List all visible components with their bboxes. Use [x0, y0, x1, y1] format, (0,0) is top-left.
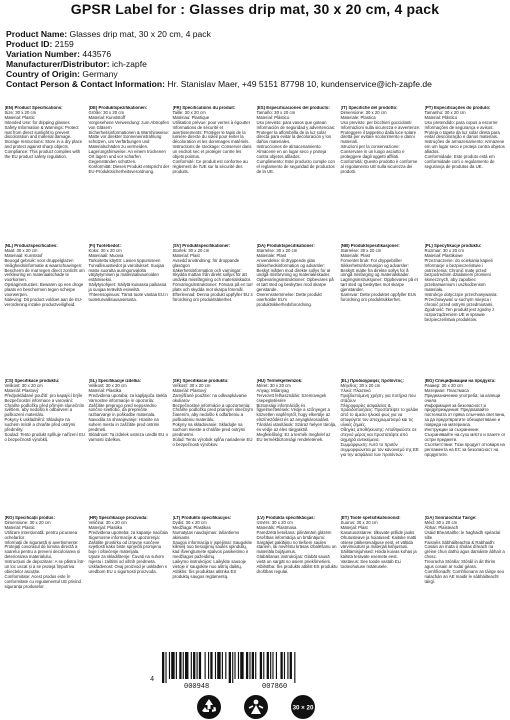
section-line: Информация за безопасност и предупреждения: Предпазвайте постелката от пряка слънчева светлина, за да предотвратите обезцветяване и повреда на материала. [424, 402, 506, 428]
section-heading: (SV) Produktspecifikationer: [172, 244, 231, 248]
section-line: Anvendelse: til dryppende glas [256, 257, 316, 263]
section-heading: (BG) Спецификации на продукта: [424, 379, 496, 383]
section-line: Cumplimiento: Este producto cumple con el reglamento de seguridad de productos de la UE. [256, 158, 335, 174]
compliance-icons [196, 694, 316, 720]
section-line: Przeznaczenie: do ociekania kapieli [424, 257, 493, 263]
section-line: Velikost: 30 x 20 cm [4, 382, 43, 388]
section-line: Varnostne informacije in opozorila: Zaščitite preprogo pred neposredno sončno svetlobo, da preprečite razbarvanje in poškodbe materiala. [88, 397, 157, 418]
language-section [339, 106, 423, 236]
section-line: Uso previsto: per bicchieri gocciolanti [340, 119, 412, 125]
section-band [3, 516, 507, 650]
section-heading: (NB) Produktspesifikasjoner: [340, 244, 400, 248]
section-line: Предназначение употреба: за капещи очила [424, 392, 501, 403]
section-line: Størrelse: 30 x 20 cm [340, 247, 382, 253]
section-line: Sicherheitsinformationen & Warnhinweise: Matte vor direkter Sonneneinstrahlung schützen, um Verfärbungen und Materialschäden zu vermeiden. [88, 129, 170, 150]
size-icon-label: 30 × 20 [292, 704, 314, 712]
section-line: Προβλεπόμενη χρήση: για ποτήρια που στάζουν [340, 392, 416, 403]
section-line: Materiál: Plastový [4, 387, 39, 393]
recycle-icon [196, 694, 222, 720]
section-line: Pokyny k uskladnění: Skladujte na suchém místě a chraňte před ostrými předměty. [4, 417, 76, 433]
meta-value: 443576 [82, 49, 112, 59]
section-line: Informacje o bezpieczeństwie i ostrzeżenia: Chronić matę przed bezpośrednim działaniem promieni słonecznych, aby zapobiec przebarwieniom i uszkodzeniom materiału. [424, 262, 491, 293]
section-line: Kasutusotstarve: tilkuvate prillide jaoks [340, 529, 415, 535]
meta-row-manufacturer [6, 59, 506, 69]
section-line: Materiale: Plastica [340, 114, 376, 120]
section-line: Informazioni sulla sicurezza e avvertenze: Proteggere il tappetino dalla luce solare diretta per evitare scolorimento e danni materiali. [340, 124, 421, 145]
section-heading: (SL) Specifikacije izdelka: [88, 379, 142, 383]
section-heading: (ET) Toote spetsifikatsioonid: [340, 516, 401, 520]
language-section [3, 106, 87, 236]
section-line: Saugos informacija ir įspėjimai: Saugokite kilimėlį nuo tiesioginių saulės spindulių, kad išvengtumėte spalvos pasikeitimo ir medžiagos pažeidimų. [172, 539, 253, 560]
section-line: Storage Instructions: Store in a dry place and protect against sharp objects. [4, 139, 83, 150]
barcode-right-digits: 007860 [262, 683, 288, 691]
section-line: Conformitate: Acest produs este în conformitate cu regulamentul UE privind siguranța produselor. [4, 573, 81, 589]
section-heading: (HR) Specifikacije proizvoda: [88, 516, 148, 520]
section-line: Vorgesehene Verwendung: zum Abtropfen von Gläsern [88, 119, 170, 130]
section-line: Lagringsinstruksjoner: Oppbevares på et tørt sted og beskyttes mot skarpe gjenstander. [340, 277, 418, 293]
language-section [423, 244, 507, 374]
section-line: Tamaño: 30 x 20 cm [256, 109, 296, 115]
label-title: GPSR Label for : Glasses drip mat, 30 x 20 cm, 4 pack [70, 1, 440, 17]
section-line: Koko: 30 x 20 cm [88, 247, 122, 253]
section-line: Informations de sécurité et avertissements: Protéger le tapis de la lumière directe du soleil pour éviter la décoloration et les dommages matériels. [172, 124, 250, 145]
section-line: Súlad: Tento výrobok spĺňa nariadenie EÚ o bezpečnosti výrobkov. [172, 436, 253, 447]
section-heading: (SK) Špecifikácie produktu: [172, 379, 229, 383]
section-line: Размер: 30 x 20 cm [424, 382, 463, 388]
section-line: Numatytas naudojimas: lašantiems akiniams [172, 529, 240, 540]
section-line: Инструкции за съхранение: Съхранявайте на сухо място и пазете от остри предмети. [424, 427, 506, 442]
section-line: Biztonsági információk és figyelmeztetések: Védje a szőnyeget a közvetlen napfénytől, hogy elkerülje az elszíneződést és az anyagkárosodást. [256, 402, 331, 423]
section-line: Instrucțiuni de depozitare: A se păstra într-un loc uscat și a se proteja împotriva obiectelor ascuțite. [4, 559, 85, 574]
section-line: Navodila za shranjevanje: Hranite na suhem mestu in zaščitite pred ostrimi predmeti. [88, 417, 160, 433]
section-line: Tarkoitettu käyttö: Lasien tippumiseen [88, 257, 161, 263]
section-line: Materiał: Plastikowe [424, 252, 463, 258]
language-section [3, 379, 87, 509]
section-line: Material: Plastic [4, 114, 35, 120]
meta-key: Contact Person & Contact Information: [6, 79, 165, 89]
section-line: Sigurnosne informacije & upozorenja: Zaštitite prostirku od izravne sunčeve svjetlosti kako biste spriječili promjenu boje i oštećenje materijala. [88, 534, 162, 555]
section-line: Instrukcje dotyczące przechowywania: Przechowywać w suchym miejscu i chronić przed ostrymi przedmiotami. [424, 292, 498, 307]
section-line: Yhteensopivuus: Tämä tuote vastaa EU:n tuoteturvallisuusasetusta. [88, 292, 168, 302]
section-line: Glabāšanas instrukcijas: Glabāt sausā vietā un sargāt no asiem priekšmetiem. [256, 554, 332, 565]
section-line: Material: Plast [172, 252, 200, 258]
meta-value: ich-zapfe [112, 59, 147, 69]
section-line: Materiaali: Muovia [88, 252, 124, 258]
section-line: Size: 30 x 20 cm [4, 109, 37, 115]
section-line: Conformidade: Este produto está em conformidade com o regulamento de segurança de produtos da UE. [424, 154, 495, 169]
section-line: Opbevaringsinstruktioner: Opbevares på et tørt sted og beskyttes mod skarpe genstande. [256, 277, 334, 293]
section-line: Förvaringsinstruktioner: Förvara på en torr plats och skydda mot skarpa föremål. [172, 282, 253, 293]
section-line: Safety Information & Warnings: Protect mat from direct sunlight to prevent discoloration and material damage. [4, 124, 79, 140]
section-heading: (FR) Spécifications du produit: [172, 106, 236, 110]
section-line: Compliance: This product complies with the EU product safety regulation. [4, 149, 81, 160]
section-line: Información de seguridad y advertencias: Proteger la alfombrilla de la luz solar directa para evitar la decoloración y los daños materiales. [256, 124, 336, 145]
section-band [3, 244, 507, 374]
section-line: Συμμόρφωση: Αυτό το προϊόν συμμορφώνεται με τον κανονισμό της ΕΕ για την ασφάλεια των προϊόντων. [340, 441, 419, 457]
section-line: Sikkerhetsinformasjon og advarsler: Beskytt matte fra direkte sollys for å unngå misfarging og materialskader. [340, 262, 410, 278]
section-line: Tárolási utasítások: Száraz helyen tárolja, és védje az éles tárgyaktól. [256, 422, 337, 433]
section-line: Overensstemmelse: Dette produkt overholder EU's produktsikkerhedsforordning. [256, 292, 322, 307]
language-section [87, 106, 171, 236]
language-section [171, 516, 255, 650]
section-line: Tamanho: 30 x 20 cm [424, 109, 466, 115]
section-band [3, 379, 507, 509]
section-line: Materiāls: Plastmasa [256, 524, 297, 530]
section-heading: (PL) Specyfikacje produktu: [424, 244, 482, 248]
language-section [3, 244, 87, 374]
section-line: Bezpečnostné informácie a upozornenia: Chráňte podložku pred priamym slnečným žiarením, aby nedošlo k odfarbeniu a poškodeniu materiálu. [172, 402, 253, 423]
section-line: Taille: 30 x 20 cm [172, 109, 206, 115]
section-line: Zamýšľané použitie: na odkvapkávanie okuliarov [172, 392, 247, 403]
language-section [255, 106, 339, 236]
section-line: Megfelelőség: Ez a termék megfelel az EU termékbiztonsági rendeletének. [256, 431, 331, 442]
language-section [339, 379, 423, 509]
meta-value: 2159 [54, 39, 74, 49]
section-line: Avsedd användning: för droppande glasögon [172, 257, 240, 268]
section-line: Material: Plástico [256, 114, 290, 120]
section-line: Material: Plastic [4, 524, 35, 530]
meta-value: Hr. Stanislav Maer, +49 5151 87798 10, kundenservice@ich-zapfe.de [167, 79, 432, 89]
language-section [255, 516, 339, 650]
section-line: Ohutusteave ja hoiatused: Kaitske matti otsese päikesevalguse eest, et vältida värvimuutust ja materjali kahjustusi. [340, 534, 417, 550]
section-line: Pokyny na skladovanie: Skladujte na suchom mieste a chráňte pred ostrými predmetmi. [172, 422, 246, 437]
section-line: Medžiaga: Plastikas [172, 524, 211, 530]
section-line: Lagerungshinweise: An einem trockenen Ort lagern und vor scharfen Gegenständen schützen. [88, 149, 166, 164]
section-line: Soulad: Tento produkt splňuje nařízení EU o bezpečnosti výrobků. [4, 431, 85, 442]
language-section [87, 516, 171, 650]
meta-key: Manufacturer/Distributor: [6, 59, 110, 69]
section-line: Drošības informācija un brīdinājumi: Sargājiet paklājiņu no tiešiem saules stariem, lai novērstu krāsas izbalēšanu un materiāla bojājumus. [256, 534, 337, 555]
section-line: Säilytysohjeet: Säilytä kuivassa paikassa ja suojaa teräviltä esineiltä. [88, 282, 167, 293]
section-line: Πληροφορίες ασφαλείας & προειδοποιήσεις: Προστατέψτε το χαλάκι από το άμεσο ηλιακό φως για να αποφύγετε τον αποχρωματισμό και τις υλικές ζημιές. [340, 402, 419, 428]
section-line: Sikkerhedsinformation og advarsler: Beskyt måtten mod direkte sollys for at undgå misfarvning og materialeskader. [256, 262, 331, 278]
section-line: Utilizare intenționată: pentru picurarea ochelarilor [4, 529, 78, 540]
meta-row-product-name [6, 29, 506, 39]
section-line: Materiál: Plastový [172, 387, 207, 393]
section-line: Opslaginstructies: Bewaren op een droge plaats en beschermen tegen scherpe voorwerpen. [4, 282, 84, 298]
section-line: Conformità: Questo prodotto è conforme al regolamento UE sulla sicurezza dei prodotti. [340, 158, 418, 174]
section-line: Storlek: 30 x 20 cm [172, 247, 210, 253]
section-line: Съответствие: Този продукт отговаря на регламента на ЕС за безопасност на продуктите. [424, 441, 505, 457]
section-line: Veiligheidsinformatie & waarschuwingen: Bescherm de mat tegen direct zonlicht om verkleuring en materiaalschade te voorkomen. [4, 262, 85, 283]
section-line: Veľkosť: 30 x 20 cm [172, 382, 211, 388]
section-line: Instructions de stockage: Conserver dans un endroit sec et protéger contre les objets pointus. [172, 144, 252, 160]
meta-row-variation-number [6, 49, 506, 59]
section-line: Instrucciones de almacenamiento: Almacene en un lugar seco y proteja contra objetos afilados. [256, 144, 327, 160]
section-band [3, 106, 507, 236]
section-line: Forventet bruk: For dryppebriller [340, 257, 402, 263]
meta-key: Product ID: [6, 39, 53, 49]
section-line: Zgodność: Ten produkt jest zgodny z rozporządzeniem UE w sprawie bezpieczeństwa produktów. [424, 306, 495, 322]
section-line: Uso previsto: para vasos que gotean [256, 119, 327, 125]
section-line: Ábhar: Plaisteach [424, 524, 459, 530]
section-line: Οδηγίες αποθήκευσης: Αποθηκεύστε σε στεγνό μέρος και προστατέψτε από αιχμηρά αντικείμενα. [340, 427, 417, 442]
section-line: Treoracha Stórála: Stóráil in áit thirim agus cosain ar rudaí géara. [424, 559, 496, 570]
language-section [3, 516, 87, 650]
section-heading: (NL) Productspecificaties: [4, 244, 58, 248]
triman-icon [243, 694, 269, 720]
section-line: Konformität: Dieses Produkt entspricht der EU-Produktsicherheitsverordnung. [88, 163, 170, 174]
section-line: Efterlevnad: Denna produkt uppfyller EU:s förordning om produktsäkerhet. [172, 292, 253, 302]
section-line: Materijal: Plastika [88, 524, 123, 530]
section-line: Conformité: Ce produit est conforme au règlement de l'UE sur la sécurité des produits. [172, 158, 248, 174]
section-line: Istruzioni per la conservazione: Conservare in un luogo asciutto e proteggere dagli oggetti affilati. [340, 144, 405, 160]
section-line: Rozmiar: 30 x 20 cm [424, 247, 464, 253]
language-section [423, 379, 507, 509]
section-line: Upute za skladištenje: Čuvati na suhom mjestu i zaštititi od oštrih predmeta. [88, 554, 164, 565]
section-heading: (DE) Produktspezifikationen: [88, 106, 148, 110]
section-line: Tervezett felhasználás: Szemüvegek csepegtetésére [256, 392, 327, 403]
language-section [423, 516, 507, 650]
meta-key: Variation Number: [6, 49, 81, 59]
meta-value: Glasses drip mat, 30 x 20 cm, 4 pack [69, 29, 211, 39]
language-section [171, 379, 255, 509]
section-line: Größe: 30 x 20 cm [88, 109, 125, 115]
section-line: Materiale: Plast [340, 252, 371, 258]
section-line: Informații de siguranță și avertismente: Protejați covorașul de lumina directă a soarelui pentru a preveni decolorarea și deteriorarea materialului. [4, 539, 80, 560]
section-line: Maat: 30 x 20 cm [4, 247, 38, 253]
section-heading: (EL) Προδιαγραφές προϊόντος: [340, 379, 404, 383]
section-line: Uso pretendido: para copos a escorrer [424, 119, 498, 125]
section-line: Utilisation prévue: pour verres à égoutter [172, 119, 251, 125]
section-line: Méid: 30 x 20 cm [424, 519, 458, 525]
language-section [255, 244, 339, 374]
section-line: Atbilstība: Šis produkts atbilst ES produktu drošības regulai. [256, 564, 338, 574]
section-line: Bezpečnostní informace a varování: Chraňte podložku před přímým slunečním světlem, aby nedošlo k odbarvení a poškození materiálu. [4, 397, 85, 418]
section-line: Materiaal: Kunststof [4, 252, 43, 258]
section-line: Naleving: Dit product voldoet aan de EU-verordening inzake productveiligheid. [4, 296, 83, 307]
section-line: Μέγεθος: 30 x 20 cm [340, 382, 381, 388]
meta-row-country [6, 69, 506, 79]
section-heading: (DA) Produktspecifikationer: [256, 244, 315, 248]
section-line: Υλικό: Πλαστικό [340, 387, 371, 393]
language-section [171, 106, 255, 236]
section-line: Instruções de armazenamento: Armazene em um lugar seco e proteja contra objetos afiados. [424, 139, 505, 155]
barcode-first-digit: 4 [150, 676, 155, 684]
language-section [87, 244, 171, 374]
meta-key: Product Name: [6, 29, 68, 39]
section-line: Atitiktis: Šis produktas atitinka ES produktų saugos reglamentą. [172, 568, 237, 579]
section-line: Informações de segurança e avisos: Proteja o tapete da luz solar direta para evitar descoloração e danos materiais. [424, 124, 500, 140]
meta-row-product-id [6, 39, 506, 49]
section-line: Comhlíonadh: Comhlíonann an táirge seo rialachán an AE maidir le sábháilteacht táirgí. [424, 568, 505, 584]
section-line: Säilitamisjuhised: Hoida kuivas kohas ja kaitsta teravate esemete eest. [340, 549, 417, 560]
section-line: Anyag: Műanyag [256, 387, 289, 393]
meta-key: Country of Origin: [6, 69, 80, 79]
language-section [423, 106, 507, 236]
section-line: Skladnost: Ta izdelek ustreza uredbi EU o varnosti izdelkov. [88, 431, 168, 442]
language-sections-grid [3, 106, 507, 650]
section-line: Størrelse: 30 x 20 cm [256, 247, 298, 253]
section-heading: (GA) Sonraíochtaí Táirge: [424, 516, 477, 520]
language-section [255, 379, 339, 509]
section-line: Suurus: 30 x 20 cm [340, 519, 378, 525]
section-line: Beoogd gebruik: voor druppelglazen [4, 257, 74, 263]
section-line: Matériau: Plastique [172, 114, 210, 120]
section-line: Veličina: 30 x 20 cm [88, 519, 127, 525]
language-section [87, 379, 171, 509]
section-line: Intended Use: for dripping glasses [4, 119, 70, 125]
section-line: Turvallisuustiedot ja varoitukset: Suojaa matto suoralta auringonvalolta värjäytymisen ja materiaalivaurioiden estämiseksi. [88, 262, 165, 283]
section-line: Predviđena upotreba: za kapanje naočala [88, 529, 168, 535]
language-section [171, 244, 255, 374]
product-meta [6, 29, 506, 89]
language-section [339, 516, 423, 650]
section-line: Material: Plástico [424, 114, 458, 120]
section-line: Faisnéis Sábháilteachta & Rabhaidh: Cosain an mata ó sholas díreach na gréine chun dathú agus damáiste ábhair a chosc. [424, 539, 505, 560]
section-line: Materjal: Plast [340, 524, 368, 530]
section-heading: (LT) Produkto specifikacijos: [172, 516, 232, 520]
size-30x20-icon [290, 694, 316, 720]
section-heading: (RO) Specificații produs: [4, 516, 55, 520]
section-line: Méret: 30 x 20 cm [256, 382, 291, 388]
section-line: Úsáid Bheartaithe: le haghaidh spéaclaí silte [424, 529, 501, 540]
barcode-left-digits: 000948 [184, 683, 210, 691]
language-section [339, 244, 423, 374]
section-heading: (HU) Termékjellemzők: [256, 379, 303, 383]
section-heading: (ES) Especificaciones del producto: [256, 106, 330, 110]
section-line: Dimensiune: 30 x 20 cm [4, 519, 51, 525]
section-heading: (LV) Produkta specifikācijas: [256, 516, 315, 520]
section-line: Velikost: 30 x 20 cm [88, 382, 127, 388]
section-line: Vastavus: See toode vastab ELi tooteohutuse määrusele. [340, 559, 402, 570]
section-line: Laikymo instrukcijos: Laikykite sausoje vietoje ir saugokite nuo aštrių daiktų. [172, 559, 247, 570]
section-heading: (IT) Specifiche del prodotto: [340, 106, 398, 110]
section-line: Samsvar: Dette produktet oppfyller EUs forordning om produktsikkerhet. [340, 292, 416, 302]
section-line: Materiale: Plast [256, 252, 287, 258]
section-line: Paredzētā lietošana: pilināmām glāzēm [256, 529, 332, 535]
section-line: Usklađenost: Ovaj proizvod je usklađen s uredbom EU o sigurnosti proizvoda. [88, 564, 168, 574]
section-line: Säkerhetsinformation och varningar: Skydda mattan från direkt solljus för att undvika missfärgning och materialskador. [172, 267, 252, 283]
section-line: Материал: Пластмаса [424, 387, 469, 393]
section-heading: (CS) Specifikace produktu: [4, 379, 60, 383]
section-line: Dydis: 30 x 20 cm [172, 519, 207, 525]
section-line: Material: Kunststoff [88, 114, 126, 120]
ean-barcode [150, 652, 350, 692]
meta-value: Germany [82, 69, 118, 79]
barcode-bars [162, 652, 342, 683]
section-heading: (FI) Tuotetiedot: [88, 244, 121, 248]
section-line: Material: Plastika [88, 387, 122, 393]
section-line: Předpokládané použití: pro kapající brýle [4, 392, 83, 398]
label-footer [0, 652, 510, 720]
section-line: Izmērs: 30 x 20 cm [256, 519, 293, 525]
section-heading: (PT) Especificações do produto: [424, 106, 491, 110]
section-heading: (EN) Product Specifications: [4, 106, 63, 110]
meta-row-contact [6, 79, 506, 89]
section-line: Dimensione: 30 x 20 cm [340, 109, 387, 115]
section-line: Predvidena uporaba: za kapljajoča stekla [88, 392, 167, 398]
